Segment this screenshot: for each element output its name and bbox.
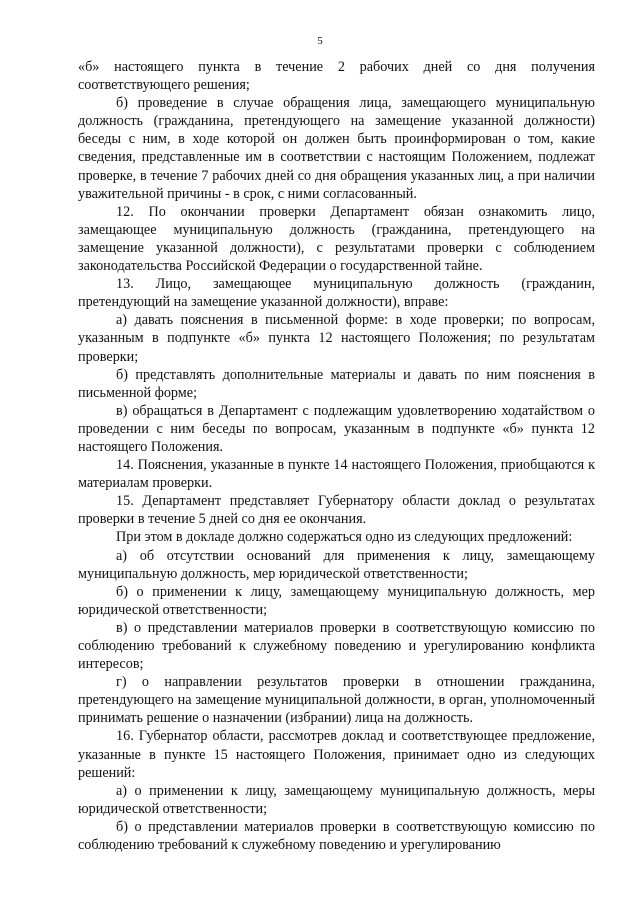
paragraph: 14. Пояснения, указанные в пункте 14 настоящего Положения, приобщаются к материалам проверки. [78, 457, 595, 492]
paragraph: 16. Губернатор области, рассмотрев доклад и соответствующее предложение, указанные в пункте 15 настоящего Положения, принимает одно из следующих решений: [78, 728, 595, 781]
paragraph: б) о представлении материалов проверки в соответствующую комиссию по соблюдению требований к служебному поведению и урегулированию [78, 818, 595, 854]
paragraph: а) о применении к лицу, замещающему муниципальную должность, меры юридической ответственности; [78, 782, 595, 817]
paragraph: в) о представлении материалов проверки в соответствующую комиссию по соблюдению требований к служебному поведению и урегулированию конфликта интересов; [78, 619, 595, 673]
paragraph: При этом в докладе должно содержаться одно из следующих предложений: [116, 529, 573, 546]
paragraph: 12. По окончании проверки Департамент обязан ознакомить лицо, замещающее муниципальную должность (гражданина, претендующего на замещение указанной должности), с результатами проверки с соблюдением законодательства Российской Федерации о государственной тайне. [78, 203, 595, 275]
paragraph: а) давать пояснения в письменной форме: в ходе проверки; по вопросам, указанным в подпункте «б» пункта 12 настоящего Положения; по результатам проверки; [78, 312, 595, 365]
paragraph: 15. Департамент представляет Губернатору области доклад о результатах проверки в течение 5 дней со дня ее окончания. [78, 493, 595, 528]
paragraph: б) проведение в случае обращения лица, замещающего муниципальную должность (гражданина, претендующего на замещение указанной должности) беседы с ним, в ходе которой он должен быть проинформирован о том, какие сведения, представленные им в соответствии с настоящим Положением, подлежат проверке, в течение 7 рабочих дней со дня обращения указанных лиц, а при наличии уважительной причины - в срок, с ними согласованный. [78, 95, 595, 202]
paragraph: б) представлять дополнительные материалы и давать по ним пояснения в письменной форме; [78, 366, 595, 401]
paragraph: в) обращаться в Департамент с подлежащим удовлетворению ходатайством о проведении с ним беседы по вопросам, указанным в подпункте «б» пункта 12 настоящего Положения. [78, 402, 595, 455]
document-body [78, 58, 595, 854]
paragraph: «б» настоящего пункта в течение 2 рабочих дней со дня получения соответствующего решения; [78, 59, 595, 94]
page-number: 5 [317, 35, 323, 47]
paragraph: б) о применении к лицу, замещающему муниципальную должность, мер юридической ответственности; [78, 583, 595, 618]
paragraph: 13. Лицо, замещающее муниципальную должность (гражданин, претендующий на замещение указанной должности), вправе: [78, 276, 595, 311]
paragraph: г) о направлении результатов проверки в отношении гражданина, претендующего на замещение муниципальной должности, в орган, уполномоченный принимать решение о назначении (избрании) лица на должность. [78, 674, 595, 727]
paragraph: а) об отсутствии оснований для применения к лицу, замещающему муниципальную должность, мер юридической ответственности; [78, 547, 595, 582]
